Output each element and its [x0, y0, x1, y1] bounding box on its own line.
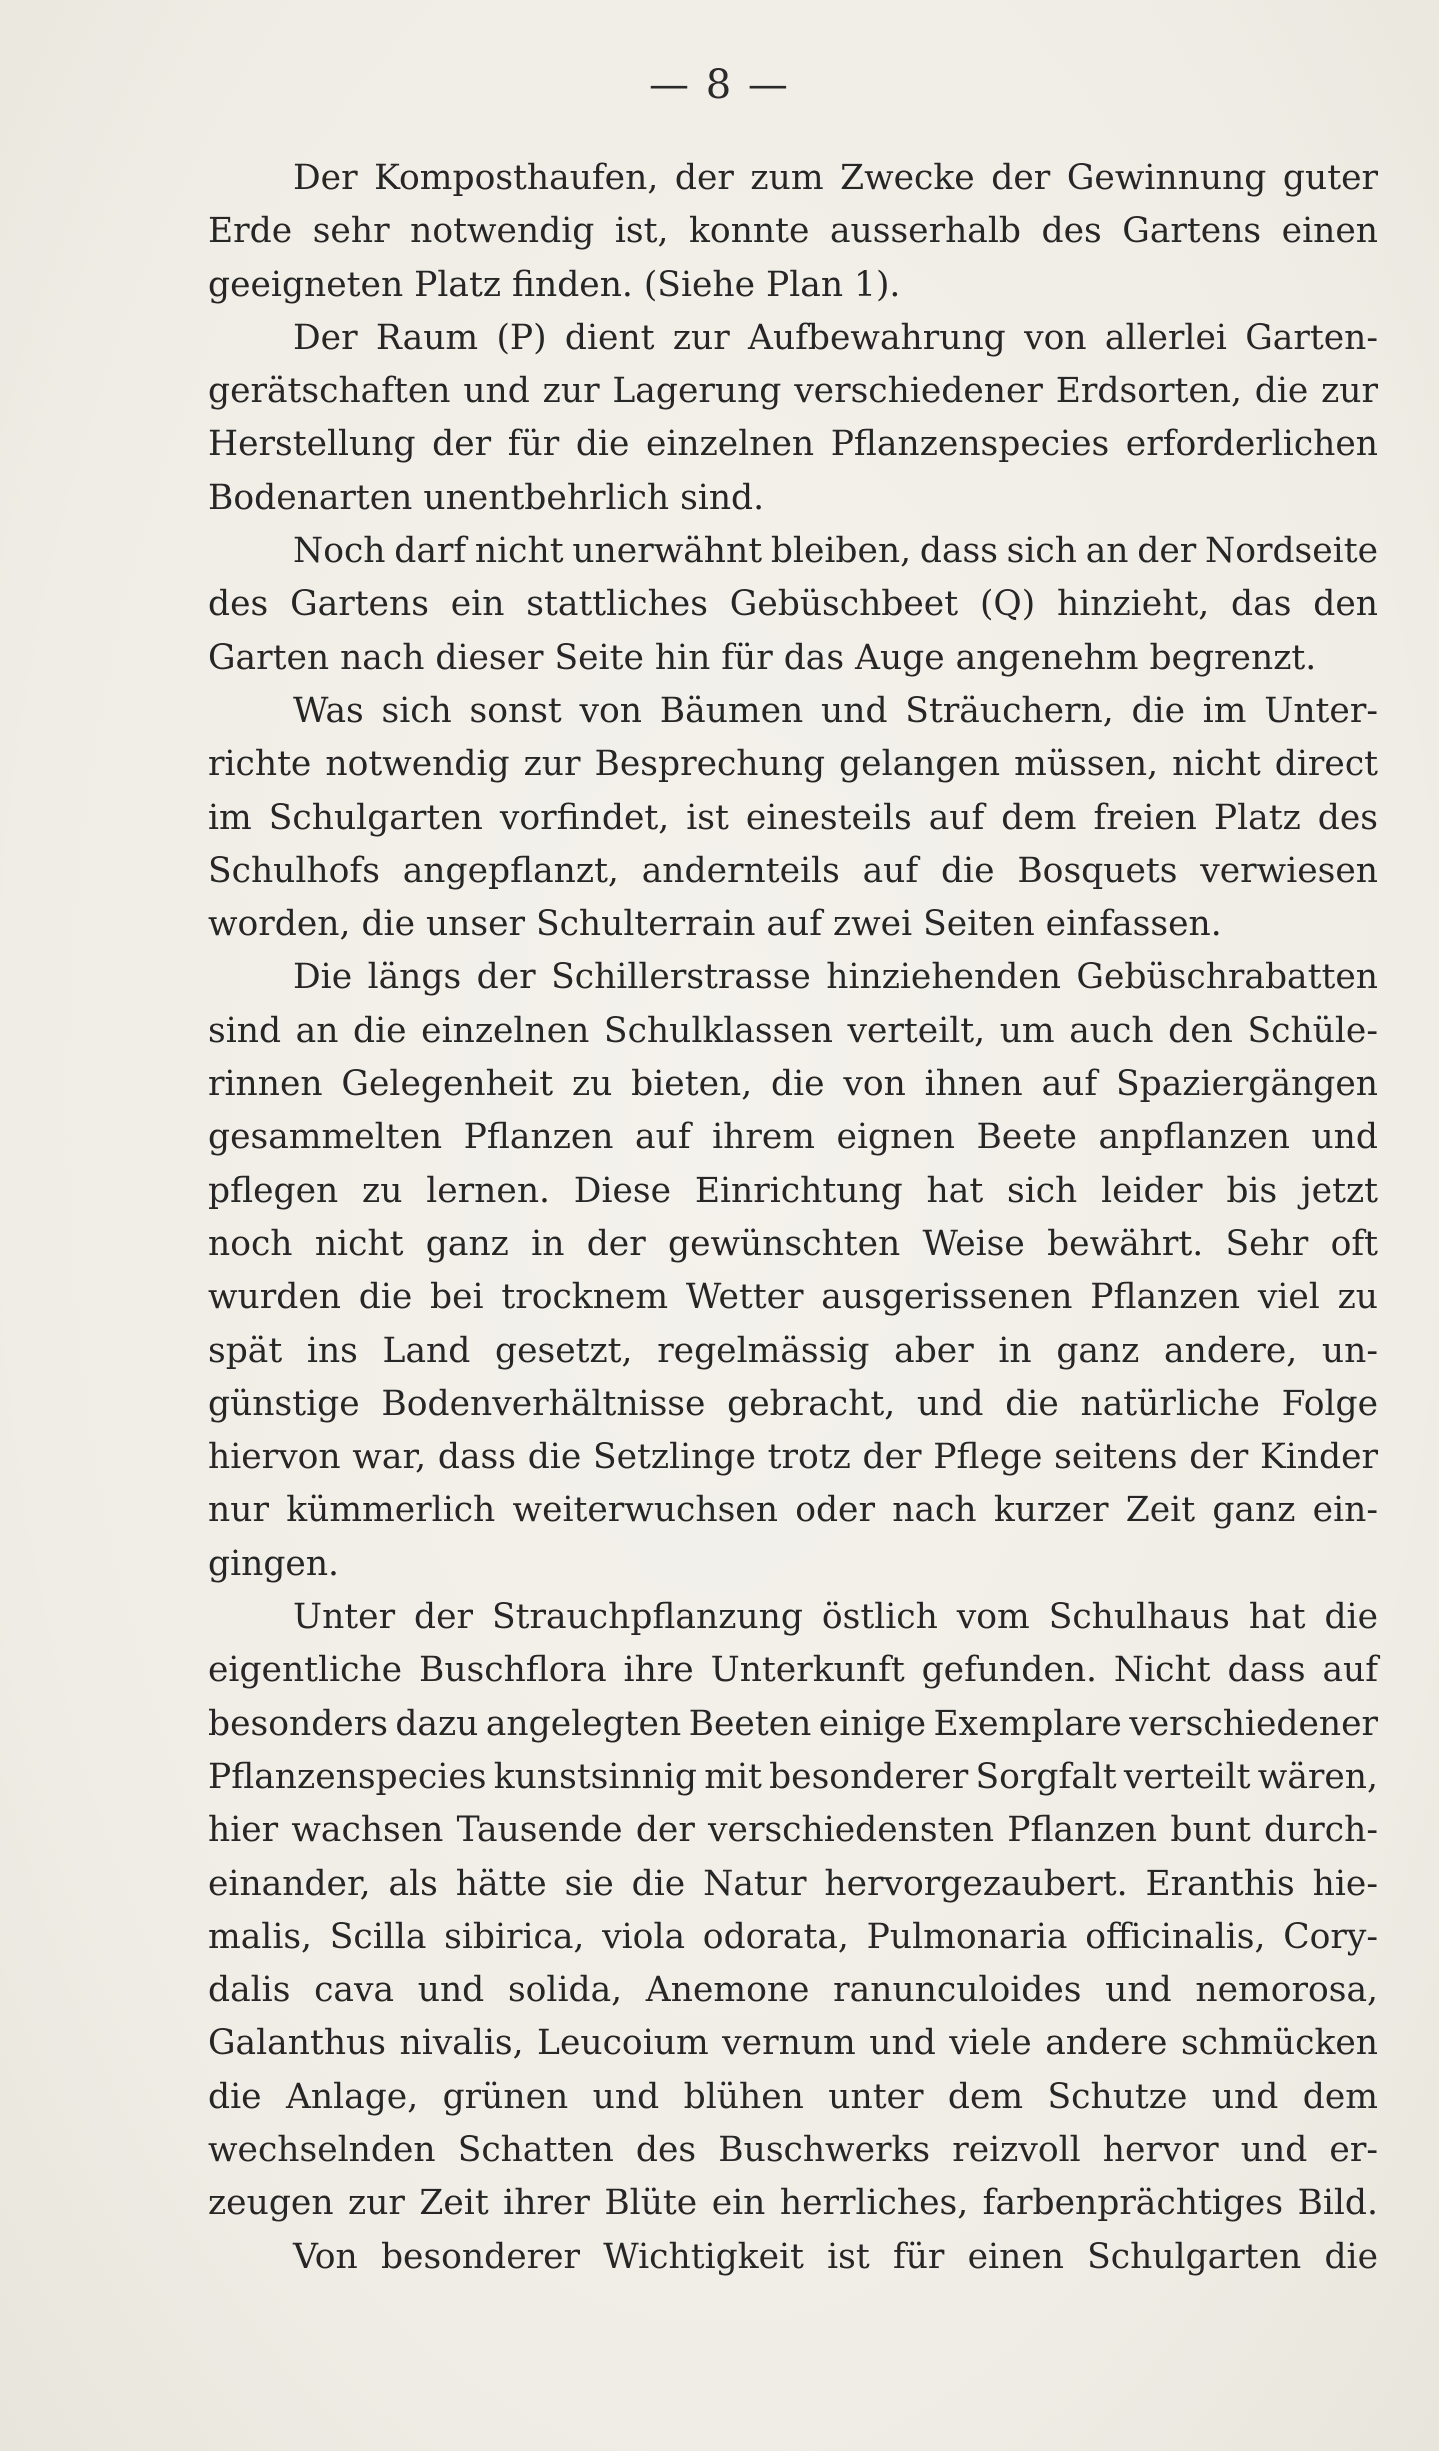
text-line: im Schulgarten vorfindet, ist einesteils auf dem freien Platz des — [208, 797, 1378, 838]
text-line: Noch darf nicht unerwähnt bleiben, dass sich an der Nordseite — [293, 531, 1378, 572]
body-text — [208, 152, 1378, 2284]
text-line: worden, die unser Schulterrain auf zwei Seiten einfassen. — [208, 904, 1222, 945]
paragraph-border-beds — [208, 951, 1378, 1591]
paragraph-shrub-bed — [208, 525, 1378, 685]
text-line: Unter der Strauchpflanzung östlich vom Schulhaus hat die — [293, 1597, 1378, 1638]
paragraph-bush-flora — [208, 1591, 1378, 2231]
text-line: hiervon war, dass die Setzlinge trotz der Pflege seitens der Kinder — [208, 1437, 1378, 1478]
text-line: einander, als hätte sie die Natur hervorgezaubert. Eranthis hie- — [208, 1863, 1378, 1904]
text-line: Die längs der Schillerstrasse hinziehenden Gebüschrabatten — [293, 957, 1378, 998]
text-line: pflegen zu lernen. Diese Einrichtung hat sich leider bis jetzt — [208, 1170, 1378, 1211]
text-line: nur kümmerlich weiterwuchsen oder nach kurzer Zeit ganz ein- — [208, 1490, 1378, 1531]
text-line: besonders dazu angelegten Beeten einige Exemplare verschiedener — [208, 1703, 1378, 1744]
text-line: hier wachsen Tausende der verschiedensten Pflanzen bunt durch- — [208, 1810, 1378, 1851]
text-line: günstige Bodenverhältnisse gebracht, und die natürliche Folge — [208, 1383, 1378, 1424]
text-line: wurden die bei trocknem Wetter ausgerissenen Pflanzen viel zu — [208, 1277, 1378, 1318]
text-line: richte notwendig zur Besprechung gelangen müssen, nicht direct — [208, 744, 1378, 785]
page-number: — 8 — — [649, 62, 790, 108]
text-line: Was sich sonst von Bäumen und Sträuchern, die im Unter- — [293, 690, 1378, 731]
paragraph-importance — [208, 2231, 1378, 2284]
text-line: geeigneten Platz finden. (Siehe Plan 1). — [208, 264, 901, 305]
text-line: Erde sehr notwendig ist, konnte ausserhalb des Gartens einen — [208, 211, 1378, 252]
text-line: Galanthus nivalis, Leucoium vernum und viele andere schmücken — [208, 2023, 1378, 2064]
text-line: die Anlage, grünen und blühen unter dem Schutze und dem — [208, 2076, 1378, 2117]
text-line: Herstellung der für die einzelnen Pflanzenspecies erforderlichen — [208, 424, 1378, 465]
text-line: Schulhofs angepflanzt, andernteils auf die Bosquets verwiesen — [208, 850, 1378, 891]
text-line: gingen. — [208, 1543, 340, 1584]
text-line: malis, Scilla sibirica, viola odorata, Pulmonaria officinalis, Cory- — [208, 1916, 1378, 1957]
text-line: Pflanzenspecies kunstsinnig mit besonderer Sorgfalt verteilt wären, — [208, 1756, 1378, 1797]
text-line: des Gartens ein stattliches Gebüschbeet (Q) hinzieht, das den — [208, 584, 1378, 625]
text-line: rinnen Gelegenheit zu bieten, die von ihnen auf Spaziergängen — [208, 1064, 1378, 1105]
text-line: dalis cava und solida, Anemone ranunculoides und nemorosa, — [208, 1970, 1378, 2011]
text-line: Von besonderer Wichtigkeit ist für einen Schulgarten die — [293, 2236, 1378, 2277]
text-line: Der Komposthaufen, der zum Zwecke der Gewinnung guter — [293, 158, 1378, 198]
text-line: zeugen zur Zeit ihrer Blüte ein herrliches, farbenprächtiges Bild. — [208, 2183, 1378, 2224]
text-line: Garten nach dieser Seite hin für das Auge angenehm begrenzt. — [208, 637, 1317, 678]
text-line: sind an die einzelnen Schulklassen verteilt, um auch den Schüle- — [208, 1010, 1378, 1051]
text-line: spät ins Land gesetzt, regelmässig aber in ganz andere, un- — [208, 1330, 1378, 1371]
text-line: Der Raum (P) dient zur Aufbewahrung von allerlei Garten- — [293, 317, 1378, 358]
paragraph-trees — [208, 685, 1378, 951]
text-line: Bodenarten unentbehrlich sind. — [208, 477, 765, 518]
paragraph-tool-room — [208, 312, 1378, 525]
text-line: wechselnden Schatten des Buschwerks reizvoll hervor und er- — [208, 2129, 1378, 2170]
text-line: gesammelten Pflanzen auf ihrem eignen Beete anpflanzen und — [208, 1117, 1378, 1158]
text-line: noch nicht ganz in der gewünschten Weise bewährt. Sehr oft — [208, 1223, 1378, 1264]
paragraph-compost — [208, 152, 1378, 312]
text-line: gerätschaften und zur Lagerung verschiedener Erdsorten, die zur — [208, 371, 1378, 412]
text-line: eigentliche Buschflora ihre Unterkunft gefunden. Nicht dass auf — [208, 1650, 1378, 1691]
